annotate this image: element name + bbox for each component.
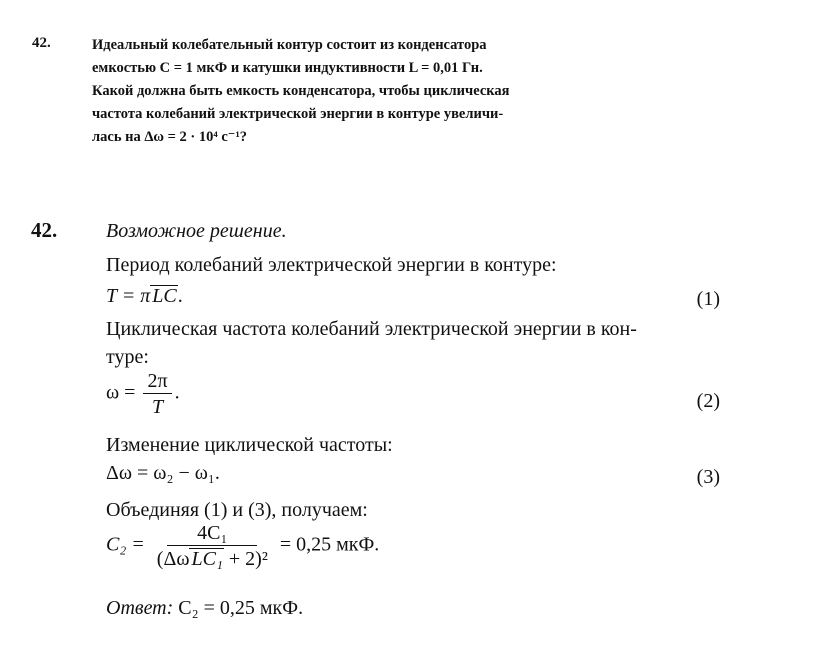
eq1-radicand: LC	[152, 285, 177, 307]
eq1-lhs: T = π	[106, 285, 151, 307]
eq4-rhs: = 0,25 мкФ.	[279, 533, 380, 556]
eq2-numerator: 2π	[143, 370, 171, 394]
sqrt-radical	[150, 285, 177, 307]
equation-1	[106, 285, 726, 308]
sqrt-radical	[189, 548, 223, 570]
equation-label: (2)	[696, 390, 720, 412]
solution-text: Период колебаний электрической энергии в контуре:	[106, 254, 557, 276]
equation-label: (1)	[696, 288, 720, 310]
eq4-numerator: 4C₁	[167, 522, 257, 546]
eq4-den-close: + 2)²	[223, 548, 268, 570]
eq2-lhs: ω =	[106, 381, 136, 404]
solution-text: Изменение циклической частоты:	[106, 434, 393, 456]
answer	[106, 597, 726, 620]
solution-text: Объединяя (1) и (3), получаем:	[106, 499, 368, 521]
eq2-end: .	[174, 381, 180, 404]
solution-heading: Возможное решение.	[106, 220, 287, 242]
equation-label: (3)	[696, 466, 720, 488]
eq4-lhs: C₂ =	[106, 533, 145, 556]
problem-line: лась на Δω = 2 · 10⁴ с⁻¹?	[92, 129, 248, 145]
eq4-denominator	[153, 546, 272, 570]
eq4-den-radicand: LC₁	[191, 548, 223, 570]
problem-line: емкостью C = 1 мкФ и катушки индуктивности L = 0,01 Гн.	[92, 60, 483, 76]
problem-line: Какой должна быть емкость конденсатора, чтобы циклическая	[92, 83, 510, 99]
fraction	[143, 370, 171, 418]
problem-statement	[92, 34, 612, 149]
solution-number: 42.	[31, 218, 58, 242]
fraction	[153, 522, 272, 570]
problem-line: частота колебаний электрической энергии в контуре увеличи-	[92, 106, 504, 122]
answer-value: C₂ = 0,25 мкФ.	[178, 597, 304, 619]
answer-label: Ответ:	[106, 597, 174, 619]
eq2-denominator: T	[151, 396, 164, 418]
eq1-end: .	[177, 285, 183, 307]
solution-text: Циклическая частота колебаний электрической энергии в кон-	[106, 318, 637, 340]
equation-3: Δω = ω₂ − ω₁.	[106, 462, 220, 484]
equation-4	[106, 522, 726, 570]
solution-text: туре:	[106, 346, 149, 368]
equation-2	[106, 370, 726, 418]
problem-number: 42.	[32, 35, 51, 51]
eq4-den-open: (Δω	[156, 548, 190, 570]
problem-line: Идеальный колебательный контур состоит из конденсатора	[92, 37, 487, 53]
